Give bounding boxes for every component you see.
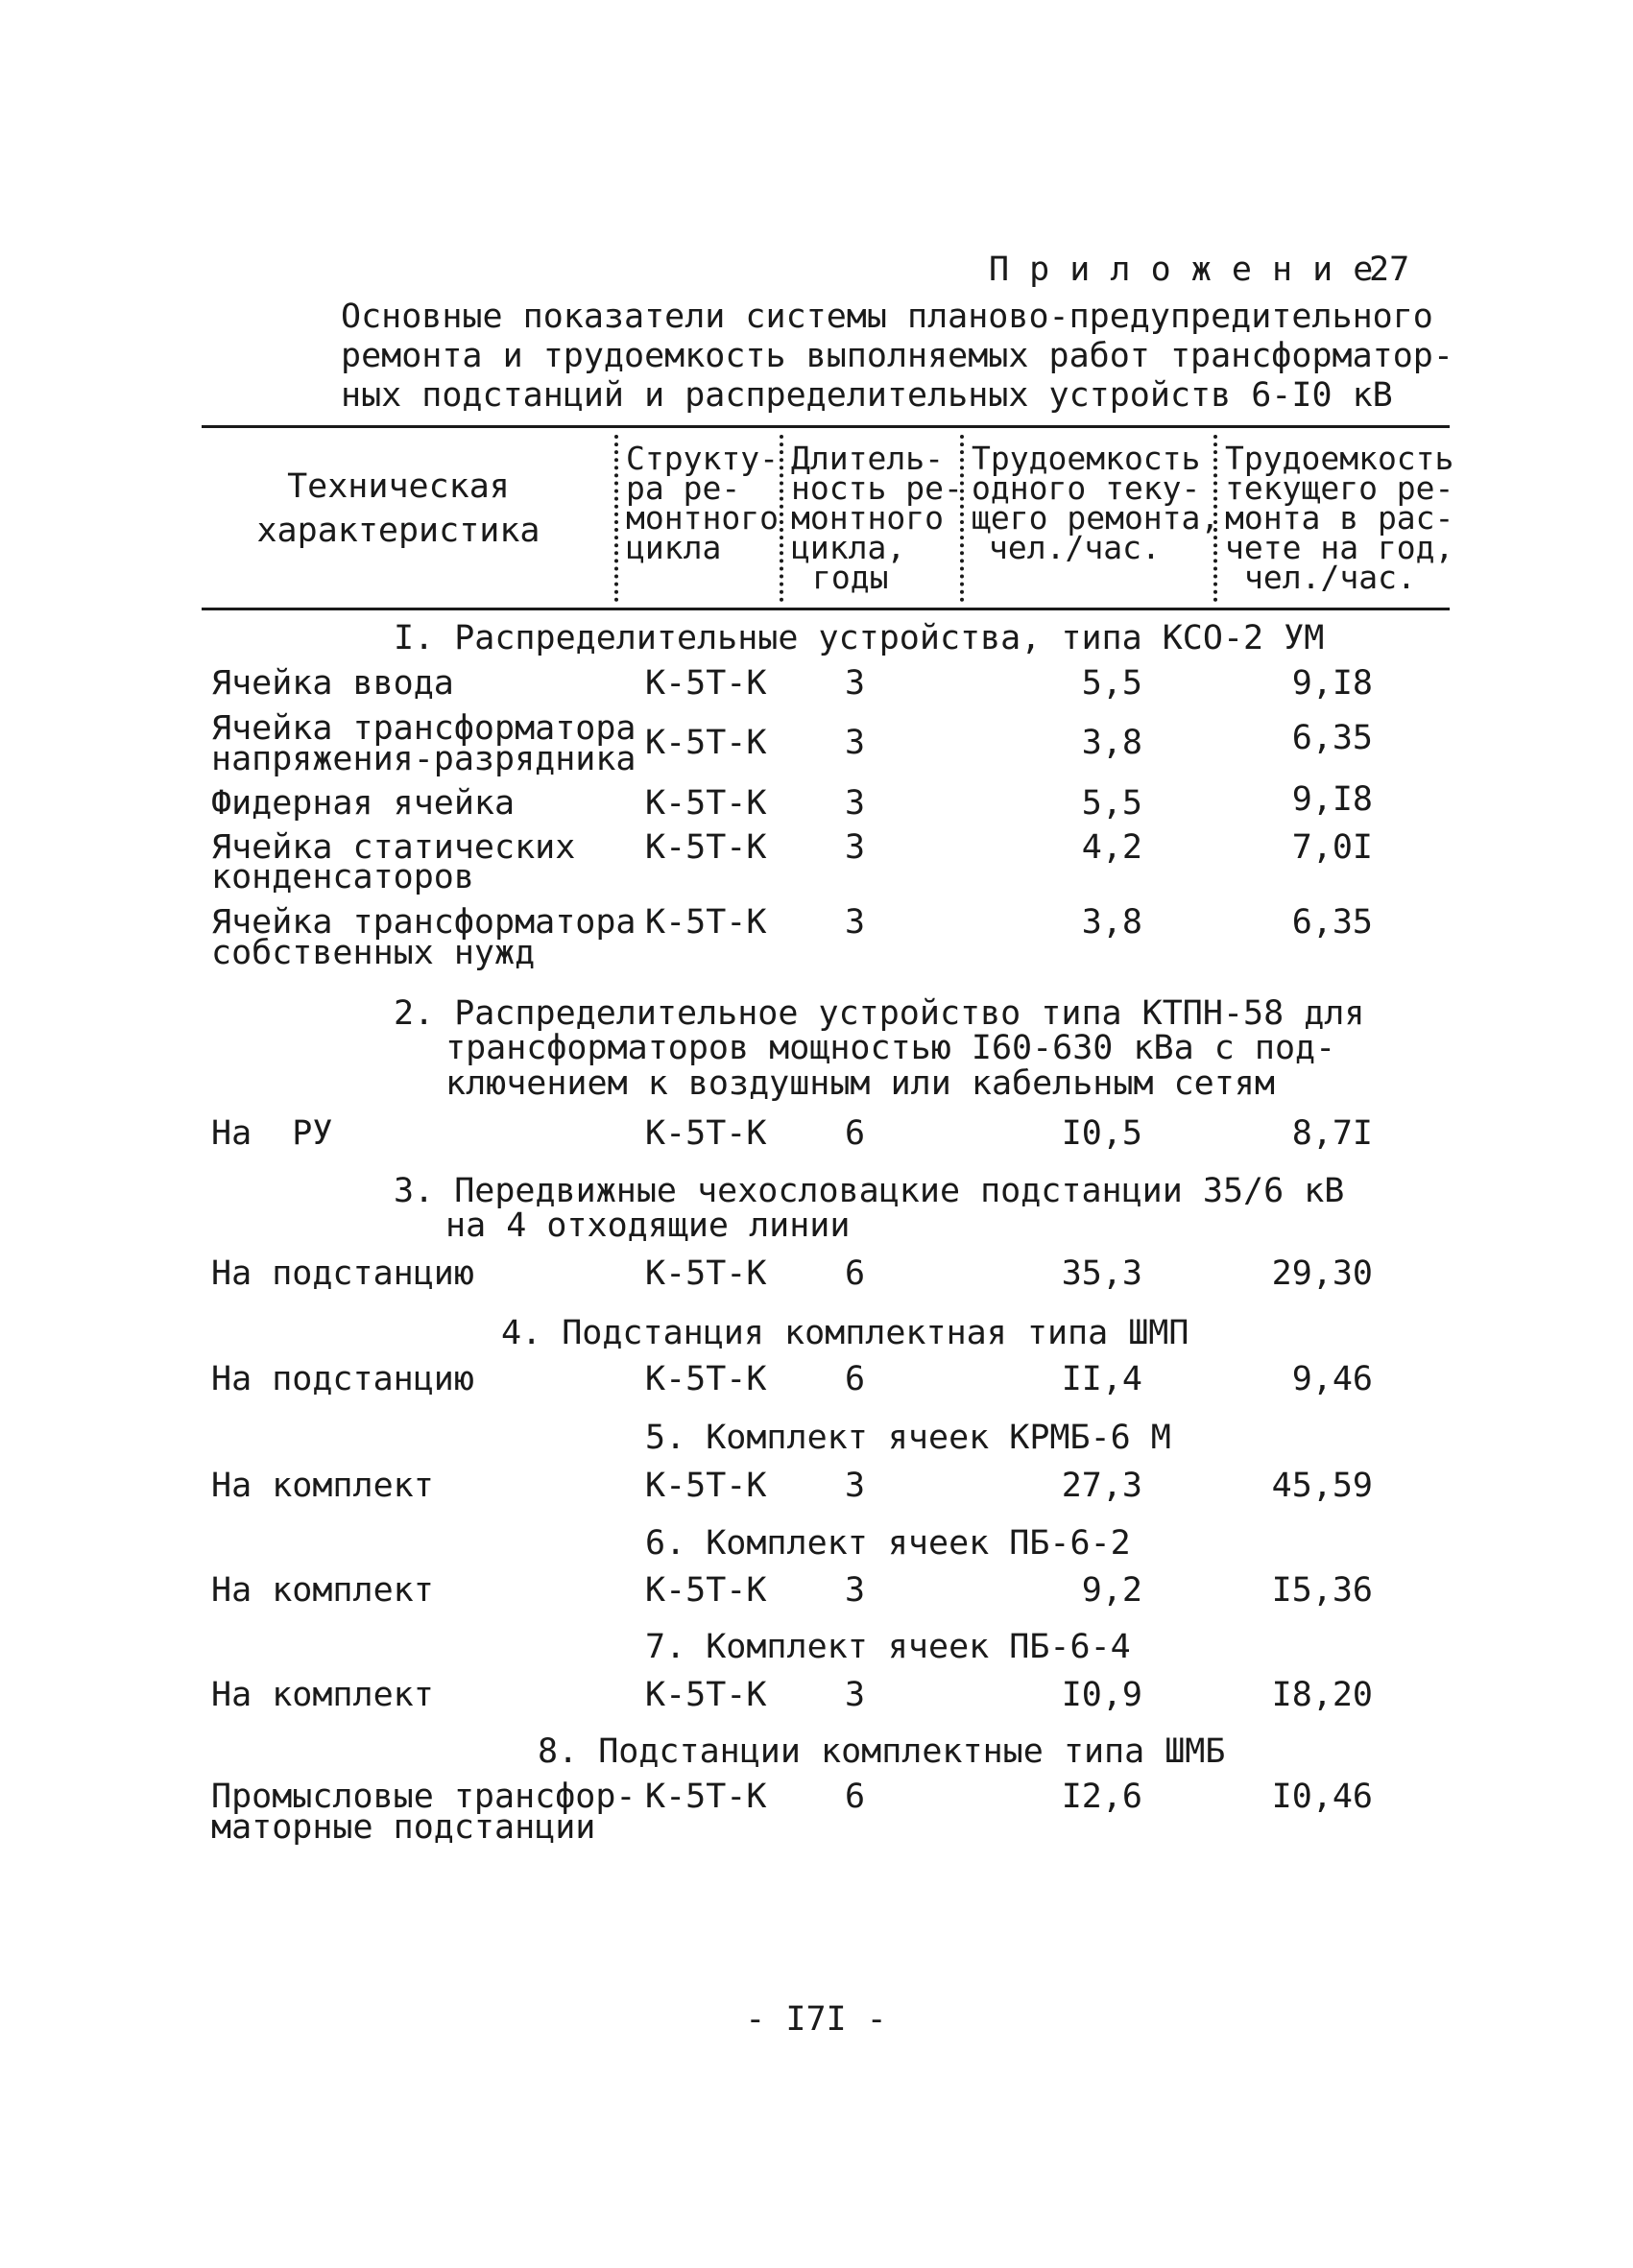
row-name: Ячейка статических: [211, 828, 576, 867]
row-structure: К-5Т-К: [645, 903, 767, 942]
row-structure: К-5Т-К: [645, 784, 767, 823]
section-title: 3. Передвижные чехословацкие подстанции 35/6 кВ: [394, 1172, 1345, 1210]
header-col-labor-one: одного теку-: [972, 469, 1201, 507]
row-duration: 3: [845, 784, 866, 823]
row-name: Фидерная ячейка: [211, 784, 516, 823]
row-labor-one: II,4: [1061, 1360, 1142, 1398]
row-labor-year: 9,46: [1291, 1360, 1373, 1398]
row-duration: 6: [845, 1254, 866, 1293]
header-col-structure: монтного: [626, 499, 779, 537]
row-labor-year: 6,35: [1291, 903, 1373, 942]
column-divider: [960, 435, 964, 602]
row-labor-one: 35,3: [1061, 1254, 1142, 1293]
header-col-labor-year: чел./час.: [1244, 559, 1416, 596]
column-divider: [614, 435, 618, 602]
header-col-structure: Структу-: [626, 440, 779, 477]
section-title: ключением к воздушным или кабельным сетям: [445, 1064, 1275, 1103]
title-line: ремонта и трудоемкость выполняемых работ трансформатор-: [341, 337, 1453, 375]
title-line: Основные показатели системы планово-предупредительного: [341, 298, 1433, 336]
row-duration: 6: [845, 1360, 866, 1398]
row-structure: К-5Т-К: [645, 1114, 767, 1153]
section-title: 6. Комплект ячеек ПБ-6-2: [645, 1524, 1131, 1563]
row-labor-year: I8,20: [1271, 1676, 1373, 1714]
row-structure: К-5Т-К: [645, 724, 767, 762]
row-name: собственных нужд: [211, 934, 536, 972]
row-name: Ячейка трансформатора: [211, 709, 636, 748]
row-labor-year: 9,I8: [1291, 664, 1373, 703]
row-labor-year: I5,36: [1271, 1571, 1373, 1610]
row-name: маторные подстанции: [211, 1808, 596, 1847]
row-labor-year: 6,35: [1291, 719, 1373, 757]
header-col-duration: Длитель-: [791, 440, 944, 477]
row-duration: 3: [845, 1467, 866, 1505]
row-name: На РУ: [211, 1114, 333, 1153]
header-col-characteristic: характеристика: [256, 512, 540, 550]
row-structure: К-5Т-К: [645, 1778, 767, 1816]
row-duration: 3: [845, 1571, 866, 1610]
row-labor-year: 9,I8: [1291, 780, 1373, 819]
header-col-duration: годы: [812, 559, 889, 596]
row-duration: 3: [845, 828, 866, 867]
row-structure: К-5Т-К: [645, 1467, 767, 1505]
row-labor-year: 7,0I: [1291, 828, 1373, 867]
header-col-labor-year: текущего ре-: [1225, 469, 1454, 507]
row-structure: К-5Т-К: [645, 1571, 767, 1610]
section-title: 2. Распределительное устройство типа КТПН-58 для: [394, 994, 1365, 1033]
row-labor-year: I0,46: [1271, 1778, 1373, 1816]
row-labor-one: 3,8: [1081, 903, 1142, 942]
row-labor-one: 3,8: [1081, 724, 1142, 762]
header-col-labor-year: монта в рас-: [1225, 499, 1454, 537]
header-col-duration: ность ре-: [791, 469, 963, 507]
row-duration: 3: [845, 724, 866, 762]
row-labor-one: 9,2: [1081, 1571, 1142, 1610]
header-col-structure: цикла: [626, 529, 722, 566]
column-divider: [780, 435, 783, 602]
row-structure: К-5Т-К: [645, 828, 767, 867]
header-col-labor-year: Трудоемкость: [1225, 440, 1454, 477]
row-name: конденсаторов: [211, 858, 474, 896]
row-labor-year: 8,7I: [1291, 1114, 1373, 1153]
row-structure: К-5Т-К: [645, 1360, 767, 1398]
section-title: на 4 отходящие линии: [445, 1206, 851, 1245]
row-labor-one: 4,2: [1081, 828, 1142, 867]
row-labor-one: 5,5: [1081, 784, 1142, 823]
row-labor-one: I2,6: [1061, 1778, 1142, 1816]
page-number: - I7I -: [745, 2000, 887, 2039]
title-line: ных подстанций и распределительных устройств 6-I0 кВ: [341, 376, 1393, 415]
header-col-labor-one: Трудоемкость: [972, 440, 1201, 477]
row-name: На комплект: [211, 1676, 434, 1714]
header-col-labor-one: щего ремонта,: [972, 499, 1220, 537]
row-labor-one: I0,9: [1061, 1676, 1142, 1714]
row-labor-one: I0,5: [1061, 1114, 1142, 1153]
column-divider: [1213, 435, 1217, 602]
header-col-labor-one: чел./час.: [989, 529, 1161, 566]
row-duration: 6: [845, 1114, 866, 1153]
appendix-number: 27: [1369, 251, 1410, 289]
row-structure: К-5Т-К: [645, 1676, 767, 1714]
row-name: На комплект: [211, 1467, 434, 1505]
row-name: На подстанцию: [211, 1360, 474, 1398]
section-title: 5. Комплект ячеек КРМБ-6 М: [645, 1419, 1171, 1457]
row-duration: 6: [845, 1778, 866, 1816]
section-title: 7. Комплект ячеек ПБ-6-4: [645, 1628, 1131, 1666]
table-top-rule: [202, 425, 1450, 428]
section-title: 4. Подстанция комплектная типа ШМП: [501, 1314, 1189, 1352]
row-duration: 3: [845, 1676, 866, 1714]
row-name: Промысловые трансфор-: [211, 1778, 636, 1816]
row-name: напряжения-разрядника: [211, 740, 636, 778]
header-col-duration: цикла,: [791, 529, 906, 566]
header-col-structure: ра ре-: [626, 469, 741, 507]
header-col-labor-year: чете на год,: [1225, 529, 1454, 566]
row-structure: К-5Т-К: [645, 1254, 767, 1293]
row-name: На подстанцию: [211, 1254, 474, 1293]
section-title: трансформаторов мощностью I60-630 кВа с под-: [445, 1029, 1336, 1067]
row-duration: 3: [845, 903, 866, 942]
row-name: На комплект: [211, 1571, 434, 1610]
row-duration: 3: [845, 664, 866, 703]
appendix-label: П р и л о ж е н и е: [989, 251, 1374, 289]
header-col-duration: монтного: [791, 499, 944, 537]
table-header-rule: [202, 608, 1450, 610]
row-name: Ячейка трансформатора: [211, 903, 636, 942]
row-labor-year: 29,30: [1271, 1254, 1373, 1293]
row-labor-one: 27,3: [1061, 1467, 1142, 1505]
row-name: Ячейка ввода: [211, 664, 454, 703]
header-col-characteristic: Техническая: [287, 467, 510, 506]
section-title: I. Распределительные устройства, типа КСО-2 УМ: [394, 619, 1325, 657]
row-labor-one: 5,5: [1081, 664, 1142, 703]
section-title: 8. Подстанции комплектные типа ШМБ: [538, 1732, 1226, 1771]
row-structure: К-5Т-К: [645, 664, 767, 703]
row-labor-year: 45,59: [1271, 1467, 1373, 1505]
